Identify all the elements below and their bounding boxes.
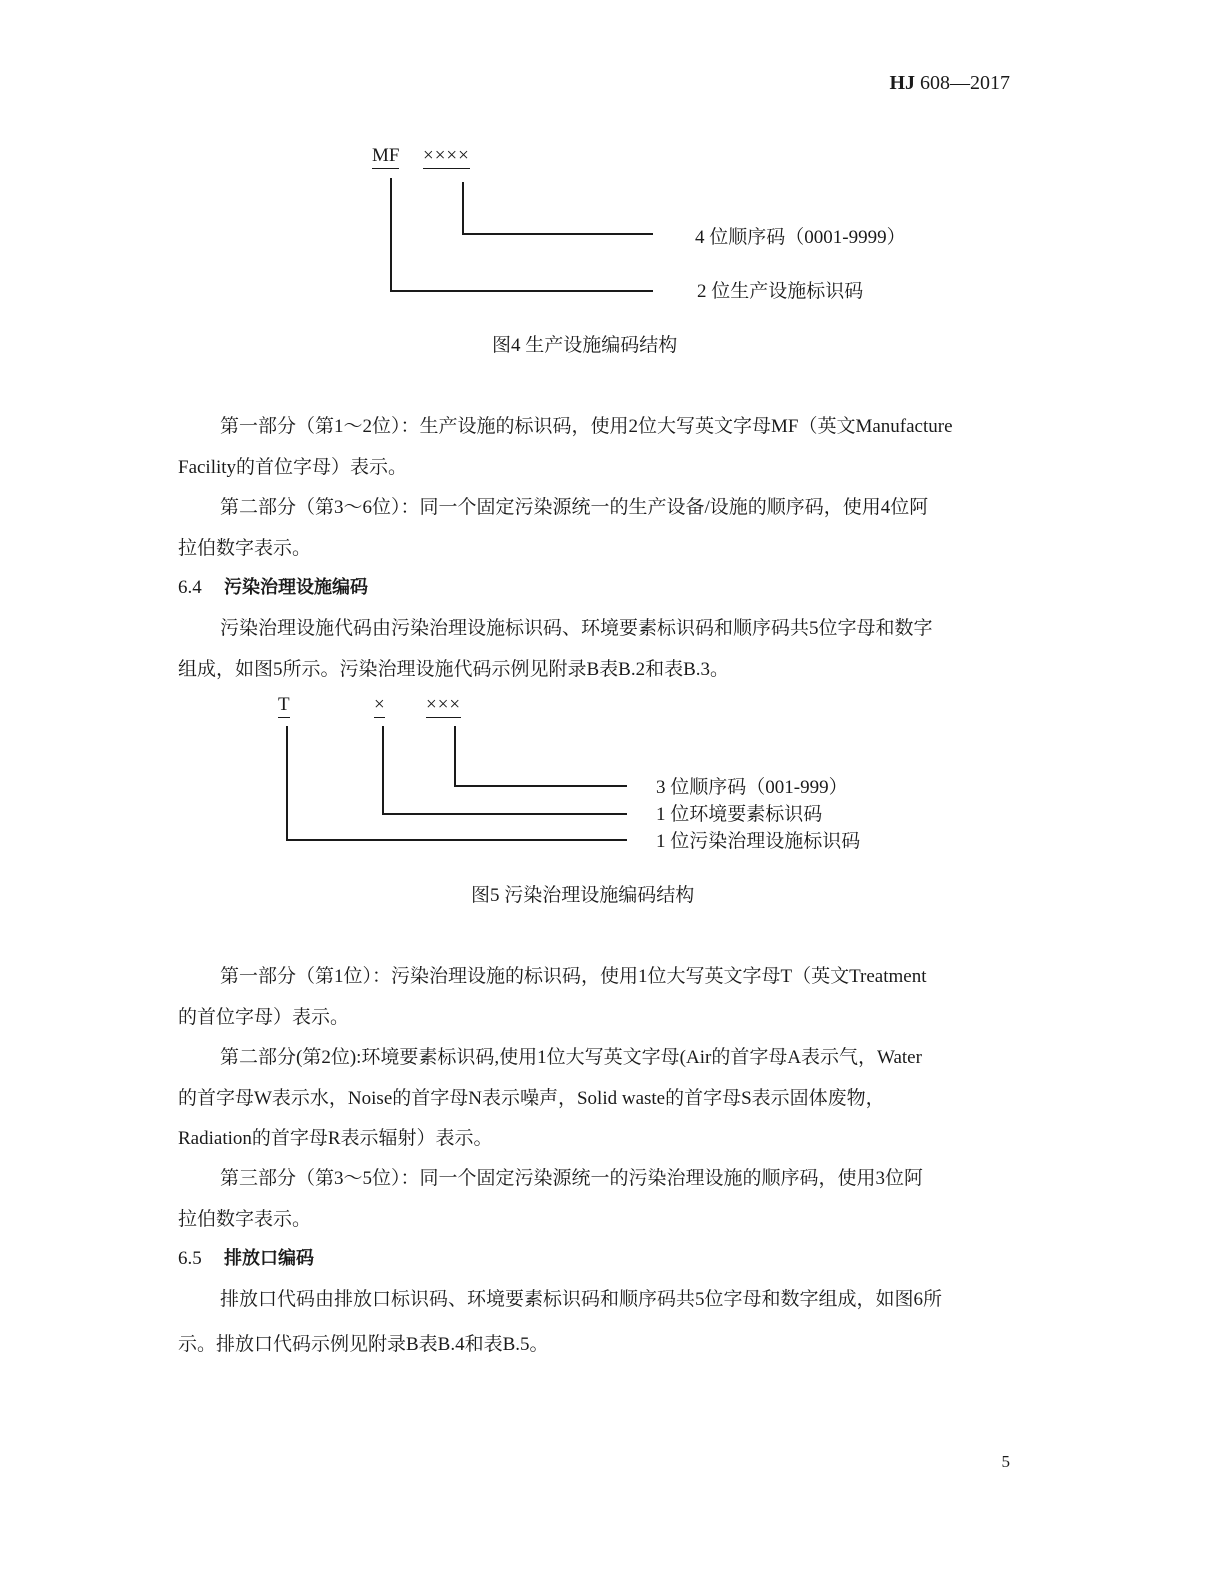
fig5-code-seq: ×××	[426, 694, 461, 718]
fig5-connector-id-horizontal	[286, 839, 627, 841]
section-number: 6.5	[178, 1248, 202, 1269]
paragraph-treatment-intro-line2: 组成，如图5所示。污染治理设施代码示例见附录B表B.2和表B.3。	[178, 659, 730, 680]
fig5-caption: 图5 污染治理设施编码结构	[471, 885, 695, 906]
fig4-label-sequence: 4 位顺序码（0001-9999）	[695, 227, 906, 248]
fig5-connector-seq-horizontal	[454, 785, 627, 787]
fig4-connector-id-horizontal	[390, 290, 653, 292]
fig4-connector-seq-vertical	[462, 182, 464, 234]
fig5-connector-seq-vertical	[454, 726, 456, 786]
paragraph-treatment-intro-line1: 污染治理设施代码由污染治理设施标识码、环境要素标识码和顺序码共5位字母和数字	[220, 618, 933, 639]
fig4-caption: 图4 生产设施编码结构	[492, 335, 678, 356]
fig5-code-env: ×	[374, 694, 385, 718]
paragraph-outlet-line1: 排放口代码由排放口标识码、环境要素标识码和顺序码共5位字母和数字组成，如图6所	[220, 1289, 943, 1310]
paragraph-treatment-part2-line1: 第二部分(第2位):环境要素标识码,使用1位大写英文字母(Air的首字母A表示气，Water	[220, 1047, 922, 1068]
fig4-code-prefix: MF	[372, 145, 399, 169]
fig4-label-identifier: 2 位生产设施标识码	[697, 281, 864, 302]
paragraph-treatment-part3-line1: 第三部分（第3～5位）：同一个固定污染源统一的污染治理设施的顺序码，使用3位阿	[220, 1168, 924, 1189]
paragraph-mf-part1-line2: Facility的首位字母）表示。	[178, 457, 408, 478]
section-heading-6-4	[178, 573, 368, 599]
fig5-connector-env-horizontal	[382, 813, 627, 815]
fig4-connector-seq-horizontal	[462, 233, 653, 235]
fig5-label-identifier: 1 位污染治理设施标识码	[656, 831, 861, 852]
standard-number: 608—2017	[920, 72, 1010, 94]
paragraph-mf-part2-line2: 拉伯数字表示。	[178, 538, 312, 559]
fig4-connector-id-vertical	[390, 178, 392, 291]
section-number: 6.4	[178, 577, 202, 598]
paragraph-treatment-part3-line2: 拉伯数字表示。	[178, 1209, 312, 1230]
page-number: 5	[1001, 1452, 1010, 1471]
paragraph-mf-part2-line1: 第二部分（第3～6位）：同一个固定污染源统一的生产设备/设施的顺序码，使用4位阿	[220, 497, 929, 518]
section-heading-6-5	[178, 1244, 314, 1270]
fig5-connector-env-vertical	[382, 726, 384, 814]
paragraph-treatment-part1-line2: 的首位字母）表示。	[178, 1007, 350, 1028]
paragraph-mf-part1-line1: 第一部分（第1～2位）：生产设施的标识码，使用2位大写英文字母MF（英文Manufacture	[220, 416, 953, 437]
standard-prefix: HJ	[889, 72, 915, 94]
fig5-code-prefix: T	[278, 694, 290, 718]
fig5-connector-id-vertical	[286, 726, 288, 840]
section-title: 污染治理设施编码	[224, 577, 368, 598]
fig5-label-sequence: 3 位顺序码（001-999）	[656, 777, 848, 798]
paragraph-treatment-part2-line3: Radiation的首字母R表示辐射）表示。	[178, 1128, 493, 1149]
paragraph-treatment-part2-line2: 的首字母W表示水，Noise的首字母N表示噪声，Solid waste的首字母S表示固体废物，	[178, 1088, 885, 1109]
section-title: 排放口编码	[224, 1248, 314, 1269]
standard-header	[889, 72, 1010, 95]
paragraph-treatment-part1-line1: 第一部分（第1位）：污染治理设施的标识码，使用1位大写英文字母T（英文Treatment	[220, 966, 927, 987]
paragraph-outlet-line2: 示。排放口代码示例见附录B表B.4和表B.5。	[178, 1334, 549, 1355]
fig4-code-placeholder: ××××	[423, 145, 470, 169]
fig5-label-env: 1 位环境要素标识码	[656, 804, 823, 825]
